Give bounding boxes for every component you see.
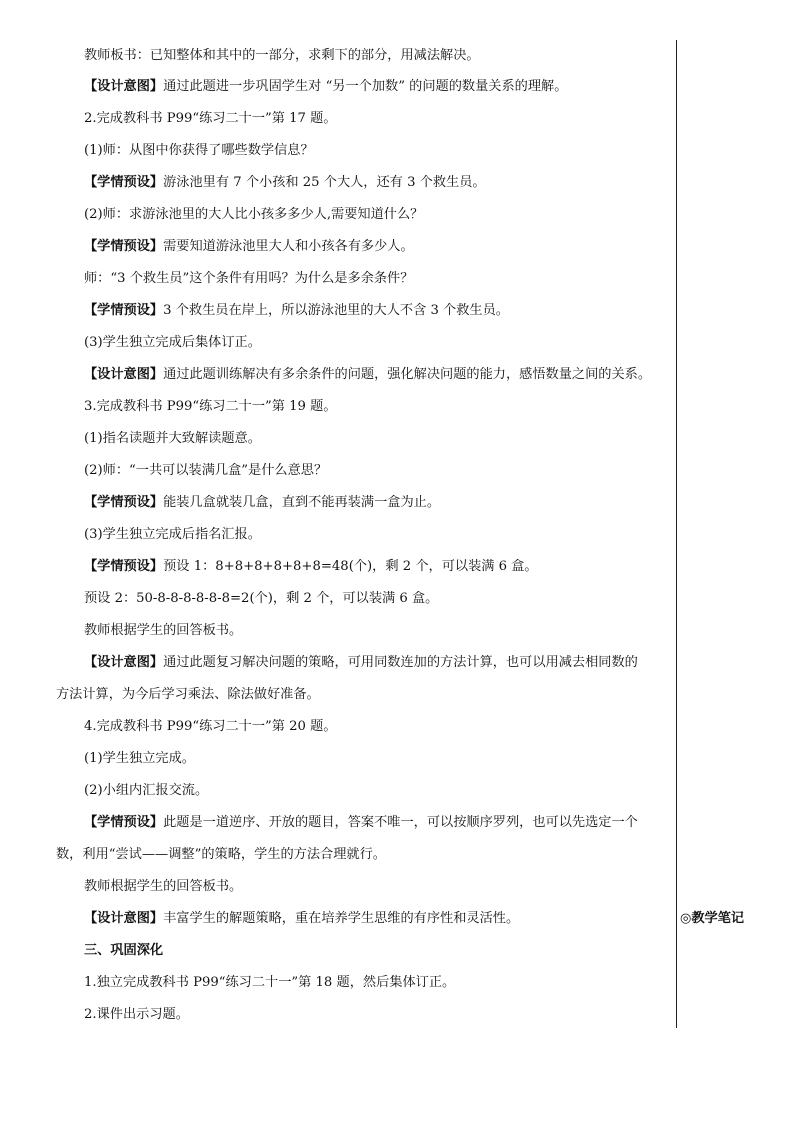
- circle-bullet-icon: ◎: [680, 911, 692, 926]
- teaching-notes-label: ◎教学笔记: [680, 911, 745, 926]
- text-line: 师：“3 个救生员”这个条件有用吗？为什么是多余条件？: [84, 271, 414, 286]
- text-line: 【学情预设】需要知道游泳池里大人和小孩各有多少人。: [84, 239, 414, 254]
- text-line: 教师根据学生的回答板书。: [84, 623, 243, 638]
- text-line: 教师根据学生的回答板书。: [84, 879, 243, 894]
- text-line: 预设 2：50-8-8-8-8-8-8=2(个)，剩 2 个，可以装满 6 盒。: [84, 591, 439, 606]
- text-line: 3.完成教科书 P99“练习二十一”第 19 题。: [84, 399, 337, 414]
- text-line: 1.独立完成教科书 P99“练习二十一”第 18 题，然后集体订正。: [84, 975, 456, 990]
- notes-column-divider: [676, 40, 677, 1028]
- text-line: 2.课件出示习题。: [84, 1007, 189, 1022]
- text-line: 【设计意图】通过此题训练解决有多余条件的问题，强化解决问题的能力，感悟数量之间的关系。: [84, 367, 652, 382]
- text-line: 教师板书：已知整体和其中的一部分，求剩下的部分，用减法解决。: [84, 48, 480, 63]
- text-line: (1)指名读题并大致解读题意。: [84, 431, 261, 446]
- text-line: 4.完成教科书 P99“练习二十一”第 20 题。: [84, 719, 337, 734]
- text-line: 【设计意图】通过此题复习解决问题的策略，可用同数连加的方法计算，也可以用减去相同数的: [84, 655, 638, 670]
- text-line: 【设计意图】丰富学生的解题策略，重在培养学生思维的有序性和灵活性。: [84, 911, 520, 926]
- text-line: 【学情预设】游泳池里有 7 个小孩和 25 个大人，还有 3 个救生员。: [84, 175, 486, 190]
- text-line: (2)师：求游泳池里的大人比小孩多多少人,需要知道什么？: [84, 207, 424, 222]
- text-line: 【学情预设】此题是一道逆序、开放的题目，答案不唯一，可以按顺序罗列，也可以先选定一个: [84, 815, 638, 830]
- text-line: (3)学生独立完成后指名汇报。: [84, 527, 261, 542]
- text-line: 【学情预设】能装几盒就装几盒，直到不能再装满一盒为止。: [84, 495, 441, 510]
- text-line: (2)小组内汇报交流。: [84, 783, 209, 798]
- text-line: 【设计意图】通过此题进一步巩固学生对 “另一个加数” 的问题的数量关系的理解。: [84, 79, 568, 94]
- text-line: 【学情预设】3 个救生员在岸上，所以游泳池里的大人不含 3 个救生员。: [84, 303, 509, 318]
- text-line: 数，利用“尝试——调整”的策略，学生的方法合理就行。: [56, 847, 386, 862]
- text-line: 2.完成教科书 P99“练习二十一”第 17 题。: [84, 111, 337, 126]
- text-line: (3)学生独立完成后集体订正。: [84, 335, 261, 350]
- text-line: 【学情预设】预设 1：8+8+8+8+8+8=48(个)，剩 2 个，可以装满 6 盒。: [84, 559, 538, 574]
- text-line: (1)师：从图中你获得了哪些数学信息？: [84, 143, 314, 158]
- text-line: 方法计算，为今后学习乘法、除法做好准备。: [56, 687, 320, 702]
- text-line: (2)师：“一共可以装满几盒”是什么意思？: [84, 463, 328, 478]
- section-heading: 三、巩固深化: [84, 943, 164, 958]
- text-line: (1)学生独立完成。: [84, 751, 195, 766]
